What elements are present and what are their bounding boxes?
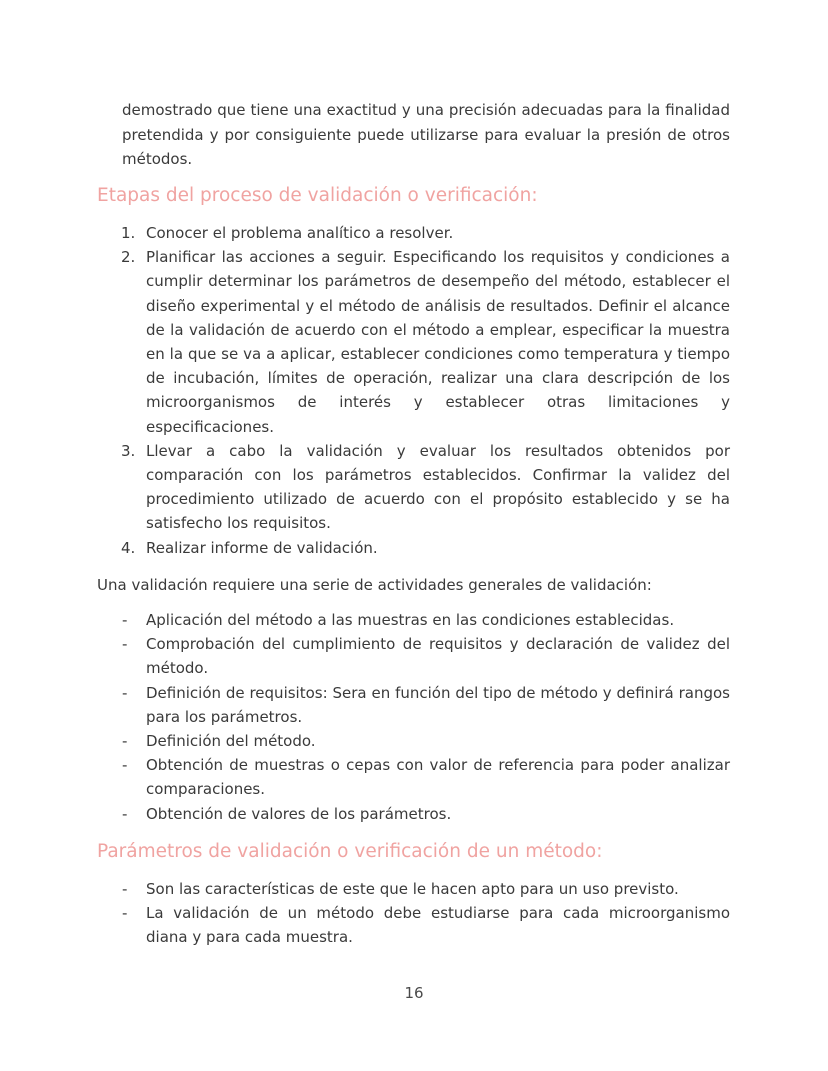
list-item-text: Son las características de este que le hacen apto para un uso previsto. (146, 880, 679, 898)
page-number: 16 (404, 984, 424, 1002)
list-item-text: Obtención de muestras o cepas con valor de referencia para poder analizar comparaciones. (146, 756, 730, 799)
dash-bullet: - (122, 732, 128, 751)
list-item (0, 536, 730, 560)
dash-bullet: - (122, 904, 128, 923)
dash-bullet: - (122, 804, 128, 823)
list-number: 3. (121, 441, 136, 460)
dash-bullet: - (122, 683, 128, 702)
list-item (0, 877, 730, 901)
list-item (0, 681, 730, 729)
dash-bullet: - (122, 611, 128, 629)
list-item-text: Comprobación del cumplimiento de requisitos y declaración de validez del método. (146, 635, 730, 678)
list-number: 4. (121, 538, 136, 557)
list-item (0, 632, 730, 680)
list-item-text: Llevar a cabo la validación y evaluar los resultados obtenidos por comparación con los parámetros establecidos. Confirmar la validez del procedimiento utilizado de acuerdo con el propósito establecido y se ha satisfecho los requisitos. (146, 441, 730, 533)
list-item-text: Planificar las acciones a seguir. Especificando los requisitos y condiciones a cumplir determinar los parámetros de desempeño del método, establecer el diseño experimental y el método de análisis de resultados. Definir el alcance de la validación de acuerdo con el método a emplear, especificar la muestra en la que se va a aplicar, establecer condiciones como temperatura y tiempo de incubación, límites de operación, realizar una clara descripción de los microorganismos de interés y establecer otras limitaciones y especificaciones. (146, 248, 730, 436)
list-item (0, 802, 730, 826)
list-number: 1. (121, 224, 136, 242)
list-number: 2. (121, 248, 136, 267)
list-item (0, 245, 730, 439)
list-item-text: Realizar informe de validación. (146, 538, 378, 557)
parameters-list (0, 877, 730, 950)
list-item (0, 901, 730, 949)
list-item-text: Obtención de valores de los parámetros. (146, 804, 452, 823)
list-item (0, 221, 730, 245)
dash-bullet: - (122, 880, 128, 898)
dash-bullet: - (122, 756, 128, 775)
list-item-text: La validación de un método debe estudiarse para cada microorganismo diana y para cada muestra. (146, 904, 730, 947)
list-item-text: Definición de requisitos: Sera en función del tipo de método y definirá rangos para los parámetros. (146, 683, 730, 726)
section-heading-etapas: Etapas del proceso de validación o verificación: (97, 185, 538, 206)
dash-bullet: - (122, 635, 128, 654)
list-item-text: Definición del método. (146, 732, 316, 751)
intro-paragraph: demostrado que tiene una exactitud y una precisión adecuadas para la finalidad pretendida y por consiguiente puede utilizarse para evaluar la presión de otros métodos. (122, 101, 730, 168)
list-item (0, 729, 730, 753)
general-activities-paragraph: Una validación requiere una serie de actividades generales de validación: (97, 576, 652, 594)
steps-list (0, 221, 730, 560)
list-item (0, 608, 730, 632)
section-heading-parametros: Parámetros de validación o verificación de un método: (97, 841, 603, 862)
list-item (0, 439, 730, 536)
general-activities-list (0, 608, 730, 826)
list-item (0, 753, 730, 801)
list-item-text: Aplicación del método a las muestras en las condiciones establecidas. (146, 611, 675, 629)
list-item-text: Conocer el problema analítico a resolver. (146, 224, 454, 242)
